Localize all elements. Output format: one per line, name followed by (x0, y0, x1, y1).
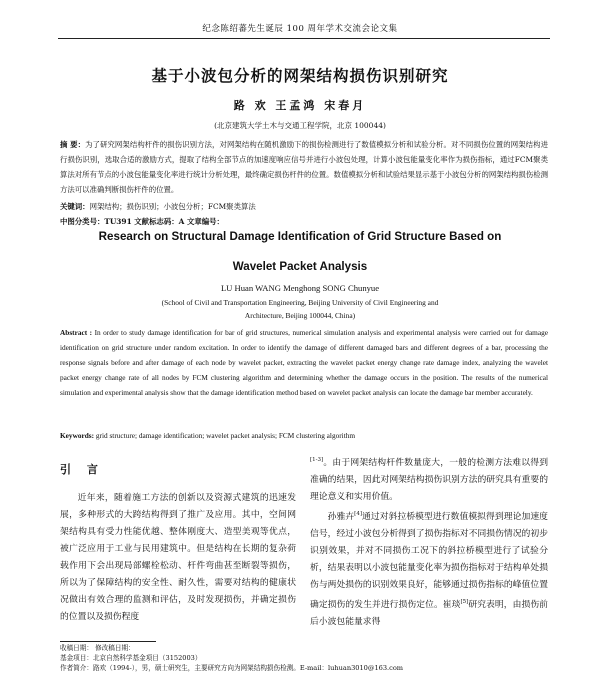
citation-ref: [1-3] (310, 457, 324, 463)
english-abstract-text: In order to study damage identification for bar of grid structures, numerical simulation analysis and experimental analysis were carried out for damage identification on grid structure under random excitation. In order to identify the damage of different damaged bars and different degrees of a bar, processing the response signals before and after damage of each node by wavelet packet, extracting the wavelet packet energy change rate damage index, analyzing the wavelet packet energy change rate of all nodes by FCM clustering algorithm and determining whether the damage occurs in the position. The results of the numerical simulation and experimental analysis show that the damage identification method based on wavelet packet analysis can locate the damage bar member accurately. (60, 328, 548, 397)
chinese-abstract-text: 为了研究网架结构杆件的损伤识别方法，对网架结构在随机激励下的损伤检测进行了数值模拟分析和试验分析。对不同损伤位置的网架结构进行损伤识别，选取合适的激励方式，提取了结构全部节点的加速度响应信号并进行小波包处理，计算小波包能量变化率作为损伤指标，通过FCM聚类算法对所有节点的小波包能量变化率进行统计分析处理，最终确定损伤杆件的位置。数值模拟分析和试验结果显示基于小波包分析的网架结构损伤检测方法可以准确判断损伤杆件的位置。 (60, 140, 548, 194)
right-paragraph-2 (310, 506, 548, 631)
header-rule (58, 38, 550, 39)
chinese-abstract-label: 摘 要： (60, 140, 86, 149)
body-right-column (310, 452, 548, 631)
right-text-2c: 研究表明，由损伤前后小波包能量求得 (310, 599, 548, 627)
right-text-2b: 通过对斜拉桥模型进行数值模拟得到理论加速度信号，经过小波包分析得到了损伤指标对不同损伤情况的初步识别效果，并对不同损伤工况下的斜拉桥模型进行了试验分析，结果表明以小波包能量变化率为损伤指标对于结构单处损伤与两处损伤的识别效果良好，能够通过损伤指标的峰值位置确定损伤的发生并进行损伤定位。崔琰 (310, 511, 548, 610)
chinese-title: 基于小波包分析的网架结构损伤识别研究 (151, 66, 449, 85)
english-keywords-text: grid structure; damage identification; wavelet packet analysis; FCM clustering algorithm (95, 431, 356, 440)
english-affiliation-line2: Architecture, Beijing 100044, China) (244, 311, 356, 320)
citation-ref: [4] (354, 510, 362, 517)
english-abstract-label: Abstract : (60, 328, 95, 337)
footnote-received: 收稿日期： 修改稿日期： (60, 644, 135, 652)
citation-ref: [5] (460, 598, 469, 605)
chinese-authors: 路 欢 王孟鸿 宋春月 (233, 99, 367, 112)
footnote-fund: 基金项目：北京自然科学基金项目（3152003） (60, 654, 202, 662)
right-paragraph-1 (310, 452, 548, 506)
english-authors: LU Huan WANG Menghong SONG Chunyue (220, 283, 380, 293)
right-text-2a: 孙雅卉 (327, 511, 355, 522)
classification-line (60, 214, 548, 229)
running-header: 纪念陈绍蕃先生诞辰 100 周年学术交流会论文集 (202, 24, 398, 34)
english-keywords (60, 428, 548, 443)
chinese-keywords-label: 关键词： (60, 202, 90, 211)
chinese-abstract (60, 137, 548, 197)
english-title-line2: Wavelet Packet Analysis (232, 260, 368, 273)
english-affiliation-line1: (School of Civil and Transportation Engineering, Beijing University of Civil Engineering and (161, 298, 439, 307)
section-heading-introduction: 引 言 (60, 463, 104, 476)
footnote-author-bio: 作者简介：路欢（1994-），男，硕士研究生，主要研究方向为网架结构损伤检测。E-mail：luhuan3010@163.com (60, 664, 404, 672)
english-title-line1: Research on Structural Damage Identification of Grid Structure Based on (98, 230, 502, 243)
chinese-affiliation: (北京建筑大学土木与交通工程学院，北京 100044) (214, 121, 386, 130)
classification-text: 中图分类号：TU391 文献标志码：A 文章编号： (60, 217, 224, 226)
english-keywords-label: Keywords: (60, 431, 96, 440)
footnote-rule (60, 641, 156, 642)
right-text-1: 。由于网架结构杆件数量庞大，一般的检测方法难以得到准确的结果，因此对网架结构损伤识别方法的研究具有重要的理论意义和实用价值。 (310, 457, 548, 502)
chinese-keywords (60, 199, 548, 214)
chinese-keywords-text: 网架结构；损伤识别；小波包分析；FCM聚类算法 (89, 202, 256, 211)
body-left-column: 近年来，随着施工方法的创新以及资源式建筑的迅速发展，多种形式的大跨结构得到了推广及应用。其中，空间网架结构具有受力性能优越、整体刚度大、造型美观等优点，被广泛应用于工业与民用建筑中。但是结构在长期的复杂荷载作用下会出现局部螺栓松动、杆件弯曲甚至断裂等损伤，所以为了保障结构的安全性、耐久性，需要对结构的健康状况做出有效合理的监测和评估，及时发现损伤，并确定损伤的位置以及损伤程度 (60, 493, 296, 622)
english-abstract (60, 325, 548, 400)
